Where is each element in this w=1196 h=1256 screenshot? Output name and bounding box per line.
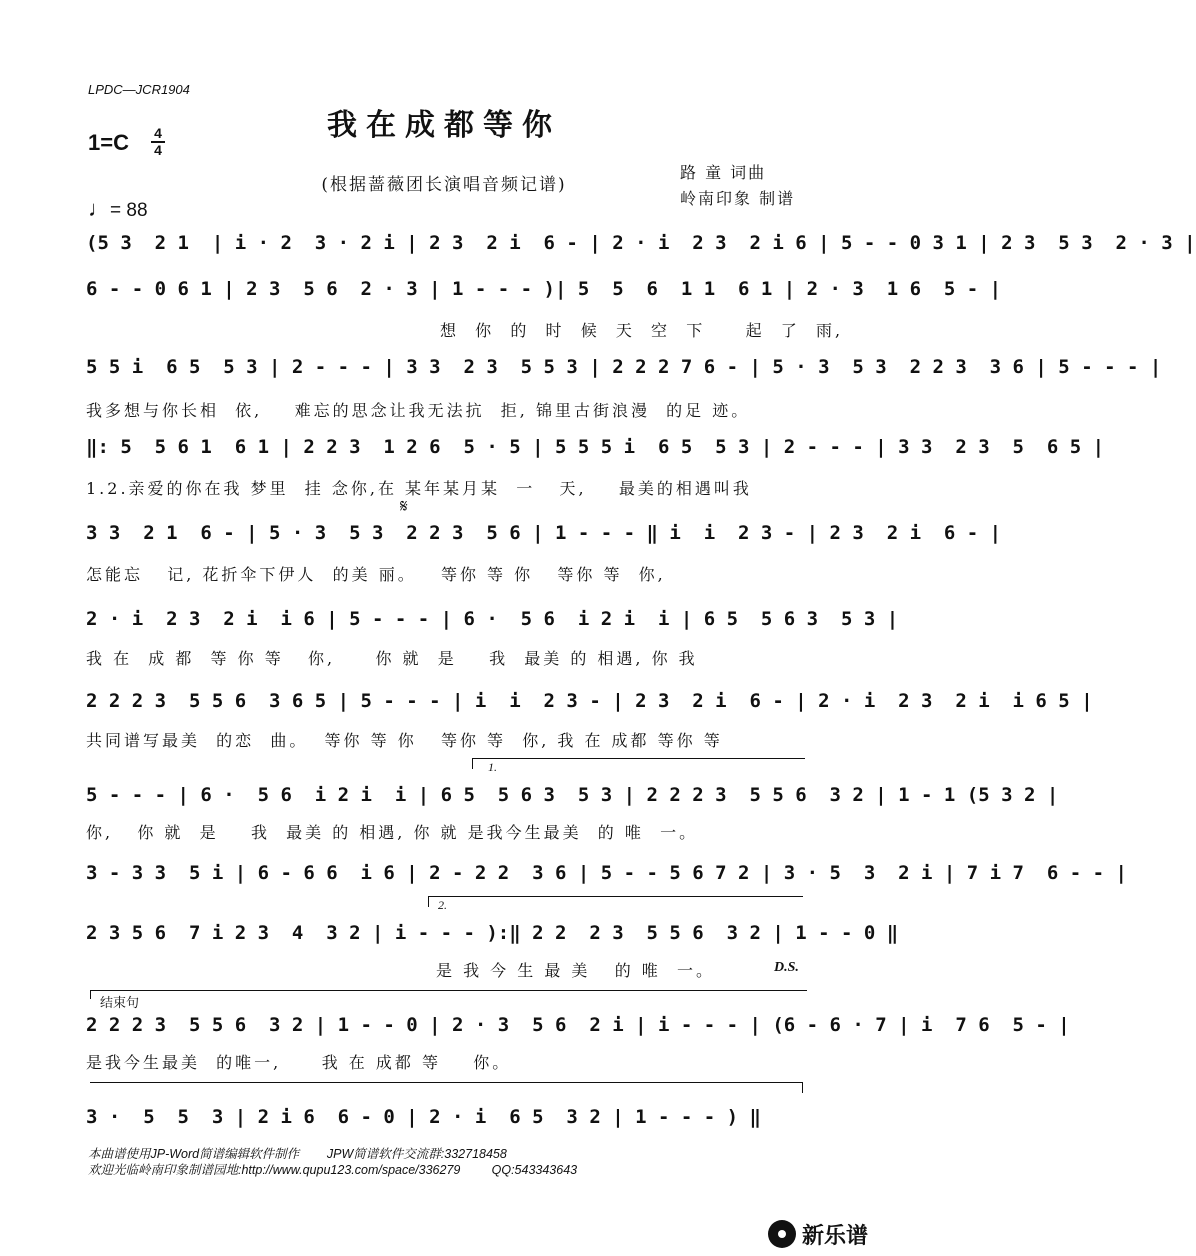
site-logo xyxy=(768,1218,868,1250)
footer-line-1: 本曲谱使用JP-Word简谱编辑软件制作 JPW简谱软件交流群:332718458 xyxy=(88,1147,507,1161)
volta-bracket-2 xyxy=(428,896,803,907)
time-denominator: 4 xyxy=(154,142,162,158)
time-signature xyxy=(150,126,166,158)
ending-bracket xyxy=(90,990,807,999)
key-signature: 1=C xyxy=(88,130,129,155)
segno-icon: 𝄋 xyxy=(400,496,408,517)
logo-text: 新乐谱 xyxy=(802,1223,869,1249)
score-line-1: (5 3 2 1 | i · 2 3 · 2 i | 2 3 2 i 6 - | 2 · i 2 3 2 i 6 | 5 - - 0 3 1 | 2 3 5 3 2 · 3 | xyxy=(86,232,1196,254)
lyric-line-7: 共同谱写最美 的恋 曲。 等你 等 你 等你 等 你, 我 在 成都 等你 等 xyxy=(86,731,723,750)
lyric-line-2: 想 你 的 时 候 天 空 下 起 了 雨, xyxy=(440,321,844,340)
score-line-2: 6 - - 0 6 1 | 2 3 5 6 2 · 3 | 1 - - - )| 5 5 6 1 1 6 1 | 2 · 3 1 6 5 - | xyxy=(86,278,1002,300)
lyric-line-3: 我多想与你长相 依, 难忘的思念让我无法抗 拒, 锦里古街浪漫 的足 迹。 xyxy=(86,401,751,420)
score-line-4: ‖: 5 5 6 1 6 1 | 2 2 3 1 2 6 5 · 5 | 5 5 5 i 6 5 5 3 | 2 - - - | 3 3 2 3 5 6 5 | xyxy=(86,436,1105,458)
footer-line-2: 欢迎光临岭南印象制谱园地:http://www.qupu123.com/space/336279 QQ:543343643 xyxy=(88,1163,578,1177)
credit-lyrics: 路 童 词曲 xyxy=(680,163,767,182)
record-disc-icon xyxy=(768,1220,796,1248)
lyric-line-5: 怎能忘 记, 花折伞下伊人 的美 丽。 等你 等 你 等你 等 你, xyxy=(86,565,666,584)
lyric-line-10: 是 我 今 生 最 美 的 唯 一。 xyxy=(436,961,715,980)
ds-marking: D.S. xyxy=(774,960,799,975)
volta-label-1: 1. xyxy=(488,760,497,774)
quarter-note-icon: ♩ xyxy=(88,196,110,221)
tempo-value: = 88 xyxy=(110,200,148,221)
score-line-10: 2 3 5 6 7 i 2 3 4 3 2 | i - - - ):‖ 2 2 2 3 5 5 6 3 2 | 1 - - 0 ‖ xyxy=(86,922,899,944)
score-line-3: 5 5 i 6 5 5 3 | 2 - - - | 3 3 2 3 5 5 3 | 2 2 2 7 6 - | 5 · 3 5 3 2 2 3 3 6 | 5 - - - | xyxy=(86,356,1162,378)
score-line-8: 5 - - - | 6 · 5 6 i 2 i i | 6 5 5 6 3 5 3 | 2 2 2 3 5 5 6 3 2 | 1 - 1 (5 3 2 | xyxy=(86,784,1059,806)
volta-bracket-1 xyxy=(472,758,805,769)
tempo-marking xyxy=(88,196,148,222)
lyric-line-11: 是我今生最美 的唯一, 我 在 成都 等 你。 xyxy=(86,1053,512,1072)
lyric-line-6: 我 在 成 都 等 你 等 你, 你 就 是 我 最美 的 相遇, 你 我 xyxy=(86,649,698,668)
ending-label: 结束句 xyxy=(100,996,140,1011)
score-line-12: 3 · 5 5 3 | 2 i 6 6 - 0 | 2 · i 6 5 3 2 | 1 - - - ) ‖ xyxy=(86,1106,761,1128)
score-line-7: 2 2 2 3 5 5 6 3 6 5 | 5 - - - | i i 2 3 - | 2 3 2 i 6 - | 2 · i 2 3 2 i i 6 5 | xyxy=(86,690,1093,712)
score-line-6: 2 · i 2 3 2 i i 6 | 5 - - - | 6 · 5 6 i 2 i i | 6 5 5 6 3 5 3 | xyxy=(86,608,899,630)
subtitle: (根据蔷薇团长演唱音频记谱) xyxy=(321,175,567,195)
score-line-11: 2 2 2 3 5 5 6 3 2 | 1 - - 0 | 2 · 3 5 6 2 i | i - - - | (6 - 6 · 7 | i 7 6 5 - | xyxy=(86,1014,1070,1036)
score-line-9: 3 - 3 3 5 i | 6 - 6 6 i 6 | 2 - 2 2 3 6 | 5 - - 5 6 7 2 | 3 · 5 3 2 i | 7 i 7 6 - - | xyxy=(86,862,1127,884)
score-line-5: 3 3 2 1 6 - | 5 · 3 5 3 2 2 3 5 6 | 1 - - - ‖ i i 2 3 - | 2 3 2 i 6 - | xyxy=(86,522,1002,544)
lyric-line-4: 1.2.亲爱的你在我 梦里 挂 念你,在 某年某月某 一 天, 最美的相遇叫我 xyxy=(86,479,752,498)
volta-label-2: 2. xyxy=(438,898,447,912)
song-title: 我在成都等你 xyxy=(327,108,561,143)
credit-score: 岭南印象 制谱 xyxy=(680,189,796,208)
lyric-line-8: 你, 你 就 是 我 最美 的 相遇, 你 就 是我今生最美 的 唯 一。 xyxy=(86,823,699,842)
final-bracket xyxy=(90,1082,803,1093)
time-numerator: 4 xyxy=(154,125,162,141)
score-code: LPDC—JCR1904 xyxy=(88,82,190,97)
